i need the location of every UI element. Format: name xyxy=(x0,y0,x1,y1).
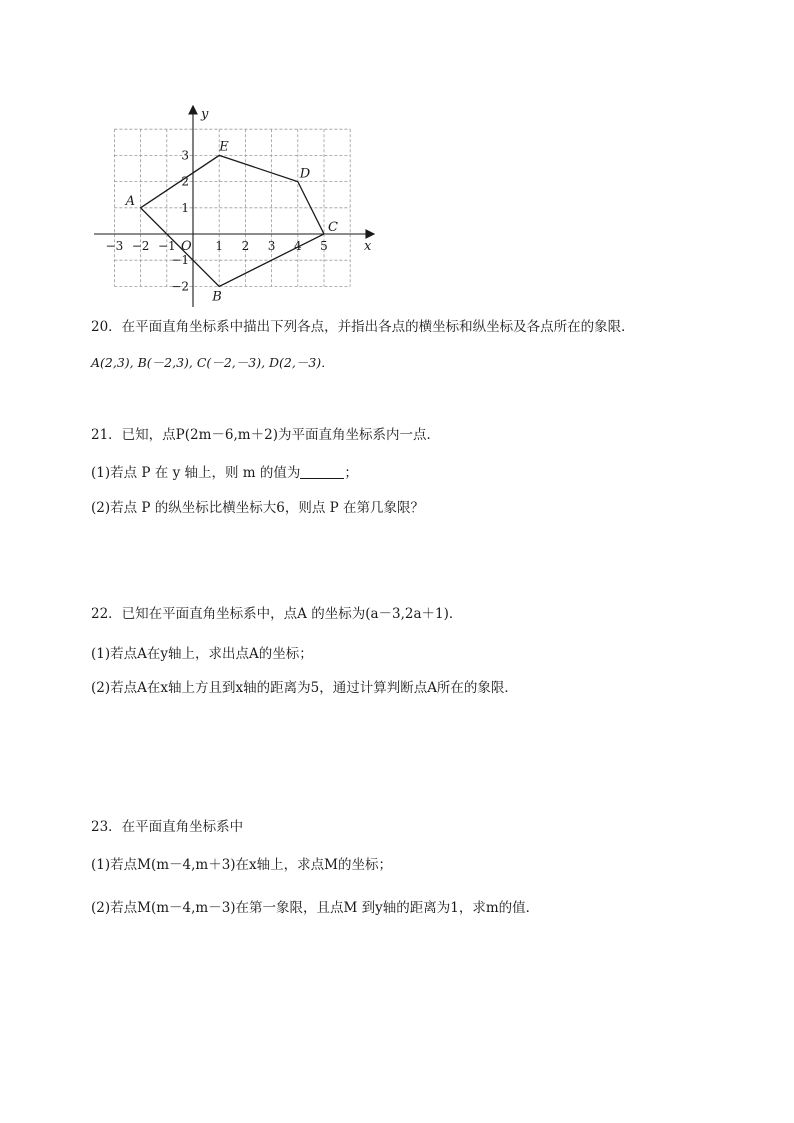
vertex-label-C: C xyxy=(328,220,338,235)
question-20: 20．在平面直角坐标系中描出下列各点，并指出各点的横坐标和纵坐标及各点所在的象限． xyxy=(91,319,635,335)
question-23-part-2: (2)若点M(m－4,m－3)在第一象限，且点M 到y轴的距离为1，求m的值． xyxy=(91,900,540,916)
vertex-label-A: A xyxy=(125,193,135,209)
q21-part1-text: (1)若点 P 在 y 轴上，则 m 的值为 xyxy=(91,465,301,481)
pentagon-AEDCB xyxy=(141,155,324,286)
question-23-part-1: (1)若点M(m－4,m＋3)在x轴上，求点M的坐标； xyxy=(91,857,392,873)
y-axis-arrow xyxy=(189,106,197,114)
y-tick-labels xyxy=(171,148,189,293)
x-axis-arrow xyxy=(366,230,374,238)
x-tick-label: −1 xyxy=(157,239,176,253)
y-tick-label: −1 xyxy=(171,253,189,268)
y-tick-label: 2 xyxy=(181,174,189,189)
vertex-label-D: D xyxy=(299,166,311,182)
y-tick-label: −2 xyxy=(171,279,189,294)
y-axis-label: y xyxy=(201,107,209,122)
question-22-part-1: (1)若点A在y轴上，求出点A的坐标； xyxy=(91,646,313,662)
x-tick-label: 4 xyxy=(293,239,302,253)
origin-label: O xyxy=(181,239,192,254)
question-21-part-1 xyxy=(91,464,358,482)
x-tick-label: −3 xyxy=(105,239,124,253)
x-tick-labels xyxy=(106,239,328,253)
x-tick-label: 2 xyxy=(241,239,250,253)
x-tick-label: 5 xyxy=(320,239,328,253)
grid xyxy=(114,129,350,286)
coordinate-figure xyxy=(88,100,388,310)
question-21: 21．已知，点P(2m－6,m＋2)为平面直角坐标系内一点． xyxy=(91,427,440,443)
question-23: 23．在平面直角坐标系中 xyxy=(91,819,244,835)
x-axis-label: x xyxy=(364,239,372,254)
question-22-part-2: (2)若点A在x轴上方且到x轴的距离为5，通过计算判断点A所在的象限． xyxy=(91,680,518,696)
x-tick-label: 1 xyxy=(215,239,224,253)
x-tick-label: 3 xyxy=(267,239,276,253)
question-22: 22．已知在平面直角坐标系中，点A 的坐标为(a－3,2a＋1)． xyxy=(91,606,463,622)
y-tick-label: 3 xyxy=(181,148,189,163)
q21-part1-end: ； xyxy=(344,465,358,481)
question-21-part-2: (2)若点 P 的纵坐标比横坐标大6，则点 P 在第几象限？ xyxy=(91,500,425,516)
vertex-label-B: B xyxy=(212,289,222,305)
y-tick-label: 1 xyxy=(181,200,189,215)
question-20-points: A(2,3), B(－2,3), C(－2,－3), D(2,－3)． xyxy=(91,355,334,370)
axes xyxy=(94,106,374,307)
vertex-label-E: E xyxy=(219,139,229,155)
x-tick-label: −2 xyxy=(131,239,150,253)
answer-blank[interactable] xyxy=(300,464,344,479)
